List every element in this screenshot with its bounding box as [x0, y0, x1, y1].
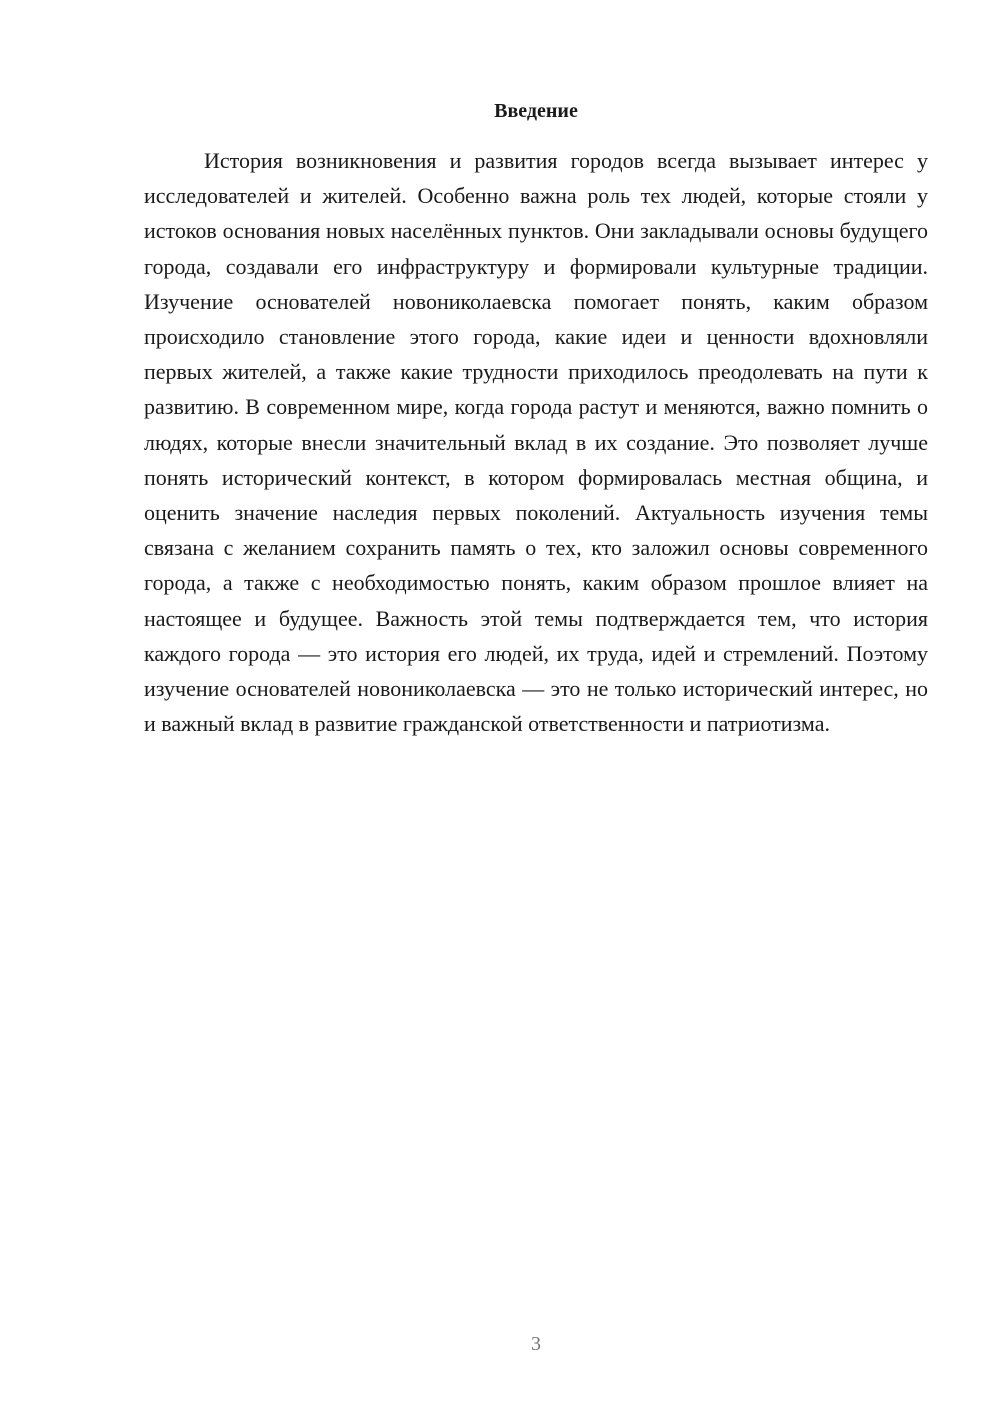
page-number: 3 [531, 1333, 541, 1355]
section-title: Введение [494, 100, 578, 122]
body-paragraph: История возникновения и развития городов всегда вызывает интерес у исследователей и жителей. Особенно важна роль тех людей, которые стояли у истоков основания новых населённых пунктов. Они закладывали основы будущего города, создавали его инфраструктуру и формировали культурные традиции. Изучение основателей новониколаевска помогает понять, каким образом происходило становление этого города, какие идеи и ценности вдохновляли первых жителей, а также какие трудности приходилось преодолевать на пути к развитию. В современном мире, когда города растут и меняются, важно помнить о людях, которые внесли значительный вклад в их создание. Это позволяет лучше понять исторический контекст, в котором формировалась местная община, и оценить значение наследия первых поколений. Актуальность изучения темы связана с желанием сохранить память о тех, кто заложил основы современного города, а также с необходимостью понять, каким образом прошлое влияет на настоящее и будущее. Важность этой темы подтверждается тем, что история каждого города — это история его людей, их труда, идей и стремлений. Поэтому изучение основателей новониколаевска — это не только исторический интерес, но и важный вклад в развитие гражданской ответственности и патриотизма. [144, 148, 928, 737]
